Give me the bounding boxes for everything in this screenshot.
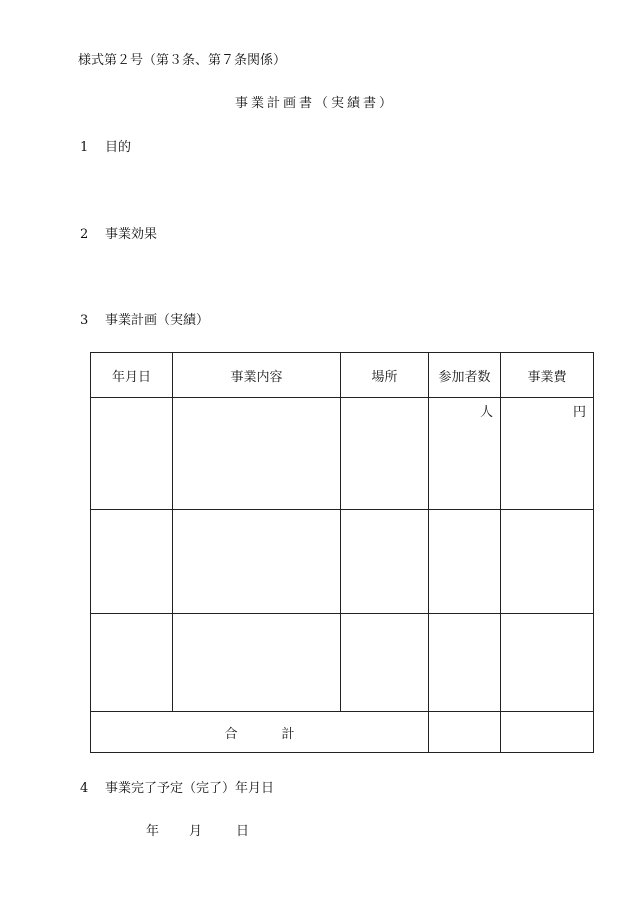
header-cost: 事業費 [501, 353, 594, 398]
participants-cell[interactable] [429, 614, 501, 712]
date-cell[interactable] [91, 398, 173, 510]
place-cell[interactable] [341, 510, 429, 614]
participant-unit: 人 [479, 405, 493, 420]
content-cell[interactable] [173, 398, 341, 510]
cost-cell[interactable] [501, 398, 594, 510]
place-cell[interactable] [341, 614, 429, 712]
header-participants: 参加者数 [429, 353, 501, 398]
form-number-label: 様式第２号（第３条、第７条関係） [78, 53, 287, 68]
month-label: 月 [189, 824, 203, 839]
header-place: 場所 [341, 353, 429, 398]
header-content: 事業内容 [173, 353, 341, 398]
plan-table [90, 352, 594, 753]
table-row [91, 614, 594, 712]
date-cell[interactable] [91, 614, 173, 712]
date-cell[interactable] [91, 510, 173, 614]
total-label: 合計 [91, 712, 429, 753]
header-date: 年月日 [91, 353, 173, 398]
cost-cell[interactable] [501, 614, 594, 712]
section-number: 1 [80, 140, 89, 155]
total-row [91, 712, 594, 753]
day-label: 日 [236, 824, 250, 839]
section-purpose-heading [80, 140, 131, 156]
participants-cell[interactable] [429, 398, 501, 510]
total-cost-cell[interactable] [501, 712, 594, 753]
table-header-row [91, 353, 594, 398]
total-participants-cell[interactable] [429, 712, 501, 753]
section-completion-heading [80, 781, 274, 797]
section-label: 目的 [105, 140, 132, 155]
section-label: 事業完了予定（完了）年月日 [105, 781, 275, 796]
document-title: 事業計画書（実績書） [234, 96, 395, 111]
section-number: 4 [80, 781, 89, 796]
section-label: 事業効果 [105, 227, 158, 242]
content-cell[interactable] [173, 510, 341, 614]
cost-cell[interactable] [501, 510, 594, 614]
place-cell[interactable] [341, 398, 429, 510]
section-effect-heading [80, 227, 157, 243]
participants-cell[interactable] [429, 510, 501, 614]
section-label: 事業計画（実績） [105, 313, 210, 328]
section-number: 3 [80, 313, 89, 328]
year-label: 年 [146, 824, 160, 839]
cost-unit: 円 [572, 405, 586, 420]
section-plan-heading [80, 313, 209, 329]
section-number: 2 [80, 227, 89, 242]
table-row [91, 398, 594, 510]
table-row [91, 510, 594, 614]
completion-date-line [146, 824, 249, 840]
content-cell[interactable] [173, 614, 341, 712]
